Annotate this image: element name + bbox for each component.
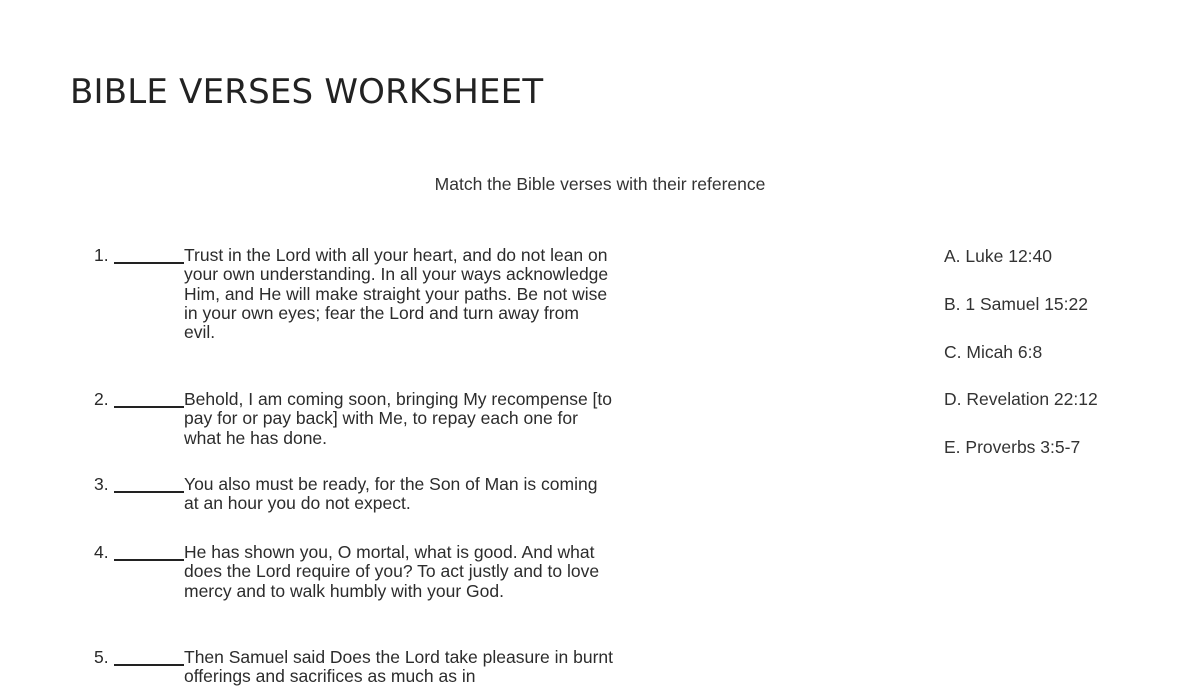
verse-text: He has shown you, O mortal, what is good. And what does the Lord require of you? To act justly and to love mercy and to walk humbly with your God. bbox=[184, 542, 600, 601]
reference-c: C. Micah 6:8 bbox=[944, 341, 1043, 362]
item-number: 3. bbox=[94, 474, 109, 494]
instructions-text: Match the Bible verses with their reference bbox=[434, 174, 766, 194]
answer-blank[interactable] bbox=[114, 491, 184, 493]
item-number: 2. bbox=[94, 389, 109, 409]
answer-blank[interactable] bbox=[114, 262, 184, 264]
reference-d: D. Revelation 22:12 bbox=[944, 389, 1098, 410]
verse-text: Then Samuel said Does the Lord take pleasure in burnt offerings and sacrifices as much as in bbox=[184, 647, 614, 687]
answer-blank[interactable] bbox=[114, 406, 184, 408]
item-number: 4. bbox=[94, 542, 109, 562]
item-number: 5. bbox=[94, 647, 109, 667]
reference-e: E. Proverbs 3:5-7 bbox=[944, 437, 1081, 458]
worksheet-title: BIBLE VERSES WORKSHEET bbox=[70, 72, 544, 112]
verse-text: Trust in the Lord with all your heart, and do not lean on your own understanding. In all your ways acknowledge Him, and He will make straight your paths. Be not wise in your own eyes; fear the Lord and turn away from evil. bbox=[184, 245, 609, 343]
answer-blank[interactable] bbox=[114, 559, 184, 561]
verse-text: Behold, I am coming soon, bringing My recompense [to pay for or pay back] with Me, to repay each one for what he has done. bbox=[184, 389, 612, 448]
verse-text: You also must be ready, for the Son of Man is coming at an hour you do not expect. bbox=[184, 474, 598, 514]
reference-a: A. Luke 12:40 bbox=[944, 246, 1052, 266]
item-number: 1. bbox=[94, 245, 109, 265]
answer-blank[interactable] bbox=[114, 664, 184, 666]
reference-b: B. 1 Samuel 15:22 bbox=[944, 293, 1088, 314]
reference-list bbox=[944, 244, 1098, 483]
